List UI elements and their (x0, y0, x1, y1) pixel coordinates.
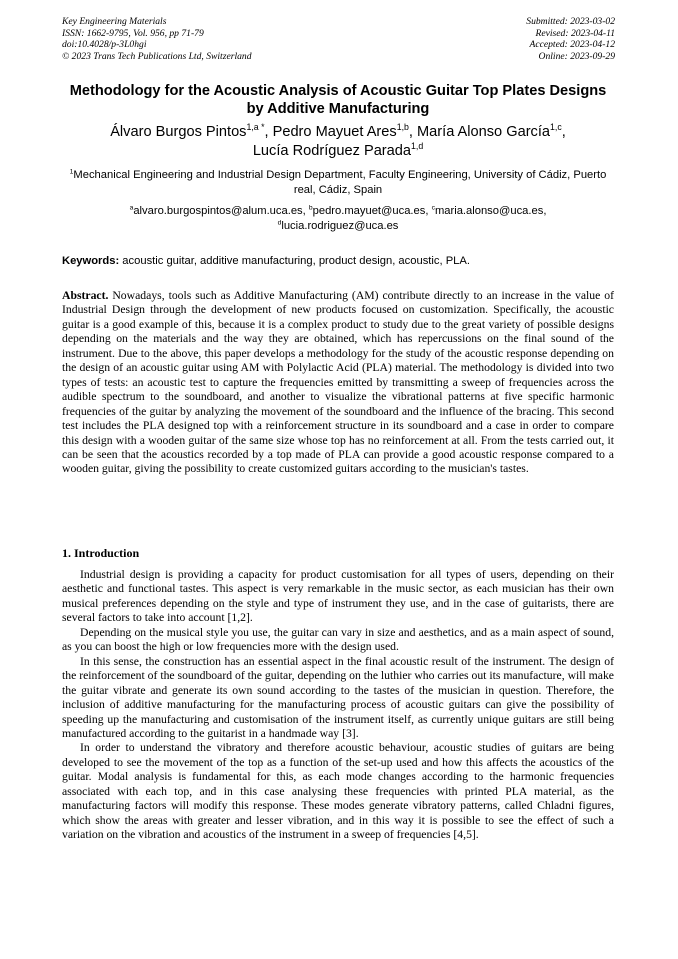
date-revised: Revised: 2023-04-11 (535, 27, 615, 39)
email-entry: $^a$alvaro.burgospintos@alum.uca.es, (129, 204, 309, 217)
affiliation-superscript: 1 (69, 168, 74, 176)
affiliation (62, 168, 614, 197)
email-superscript: d (277, 218, 282, 226)
paper-title: Methodology for the Acoustic Analysis of Acoustic Guitar Top Plates Designs by Additive Manufacturing (69, 83, 607, 117)
author-separator: , (408, 124, 417, 140)
author-name: Lucía Rodríguez Parada (252, 143, 412, 159)
author-separator: , (561, 124, 566, 140)
abstract-text: Nowadays, tools such as Additive Manufacturing (AM) contribute directly to an increase in the value of Industrial Design through the development of new products focused on customization. Specifically, the acoustic guitar is a good example of this, because it is a complex product to study due to the great variety of possible designs depending on the materials and the way they are obtained, which has repercussions on the final sound of the instrument. Due to the above, this paper develops a methodology for the study of the acoustic response depending on the design of an acoustic guitar using AM with Polylactic Acid (PLA) material. The methodology is divided into two types of tests: an acoustic test to capture the frequencies emitted by transmitting a sweep of frequencies across the audible spectrum to the soundboard, and another to visualize the vibrational patterns at five specific harmonic frequencies of the guitar by analyzing the movement of the soundboard and the influence of the bracing. This second test includes the PLA designed top with a reinforcement structure in its soundboard and a case in order to compare this design with a wooden guitar of the same size whose top has no reinforcement at all. From the tests carried out, it can be seen that the acoustics recorded by a top made of PLA can provide a good acoustic response compared to a wooden guitar, giving the possibility to create customized guitars according to the musician's tastes. (62, 289, 614, 476)
abstract (62, 289, 614, 477)
author (110, 124, 272, 140)
copyright: © 2023 Trans Tech Publications Ltd, Switzerland (62, 50, 252, 62)
author-name: Pedro Mayuet Ares (272, 124, 397, 140)
email-link[interactable]: alvaro.burgospintos@alum.uca.es (133, 205, 303, 217)
journal-name: Key Engineering Materials (62, 16, 167, 27)
issn: ISSN: 1662-9795, Vol. 956, pp 71-79 (62, 27, 204, 39)
author-separator: , (264, 124, 273, 140)
keywords-text: acoustic guitar, additive manufacturing, product design, acoustic, PLA. (119, 255, 470, 267)
email-entry (278, 220, 399, 232)
author-name: María Alonso García (417, 124, 551, 140)
section-heading-introduction: 1. Introduction (62, 546, 140, 560)
affiliation-text: Mechanical Engineering and Industrial Design Department, Faculty Engineering, University of Cádiz, Puerto real, Cádiz, Spain (73, 169, 607, 196)
date-accepted: Accepted: 2023-04-12 (529, 39, 615, 51)
author-superscript: 1,a * (246, 122, 265, 133)
keywords (62, 254, 614, 268)
doi: doi:10.4028/p-3L0hgi (62, 39, 147, 51)
date-submitted: Submitted: 2023-03-02 (526, 16, 615, 27)
email-entry: $^b$pedro.mayuet@uca.es, (308, 204, 432, 217)
email-superscript: c (431, 204, 435, 212)
author-superscript: 1,b (396, 122, 409, 133)
author-superscript: 1,c (550, 122, 562, 133)
paragraph: In this sense, the construction has an essential aspect in the final acoustic result of the instrument. The design of the reinforcement of the soundboard of the guitar, depending on the luthier who carries out its manufacture, will make the guitar vibrate and generate its own sound according to the tastes of the musician in question. Therefore, the inclusion of additive manufacturing for the manufacturing process of acoustic guitars can give the possibility of speeding up the manufacturing and customisation of the instrument itself, as currently unique guitars are still being manufactured according to the guitarist in a handmade way [3]. (62, 654, 614, 740)
email-superscript: b (308, 204, 313, 212)
date-online: Online: 2023-09-29 (538, 50, 615, 62)
paragraph: Depending on the musical style you use, the guitar can vary in size and aesthetics, and as a main aspect of sound, as you can boost the high or low frequencies more with the design used. (62, 625, 614, 654)
email-link[interactable]: lucia.rodriguez@uca.es (281, 219, 399, 232)
email-link[interactable]: pedro.mayuet@uca.es (312, 205, 426, 217)
publication-dates (526, 16, 615, 62)
paragraph: In order to understand the vibratory and therefore acoustic behaviour, acoustic studies of guitars are being developed to see the movement of the top as a function of the set-up used and how this affects the acoustics of the guitar. Modal analysis is fundamental for this, as each mode changes according to the harmonic frequencies associated with each top, and in this case analysing these frequencies with printed PLA material, as the manufacturing factors will modify this response. These modes generate vibratory patterns, called Chladni figures, which show the areas with greater and lesser vibration, and in this way it is possible to see the effect of such a variation on the vibration and acoustics of the instrument in a sweep of frequencies [4,5]. (62, 741, 614, 842)
introduction-body (62, 568, 614, 843)
abstract-label: Abstract. (62, 289, 109, 302)
email-link[interactable]: maria.alonso@uca.es (434, 205, 544, 217)
author (253, 143, 423, 159)
author-name: Álvaro Burgos Pintos (110, 124, 247, 140)
paragraph: Industrial design is providing a capacity for product customisation for all types of users, depending on their aesthetic and functional tastes. This aspect is very remarkable in the music sector, as each musician has their own musical preferences depending on the style and type of instrument they use, and in the case of guitarists, there are several factors to take into account [1,2]. (62, 568, 614, 625)
author-superscript: 1,d (411, 141, 424, 152)
email-entry: $^c$maria.alonso@uca.es, (431, 204, 547, 217)
author (417, 124, 566, 140)
keywords-label: Keywords: (62, 255, 120, 267)
journal-info (62, 16, 252, 62)
author-emails (62, 204, 614, 233)
email-superscript: a (129, 204, 134, 212)
author (273, 124, 417, 140)
author-list (62, 123, 614, 161)
